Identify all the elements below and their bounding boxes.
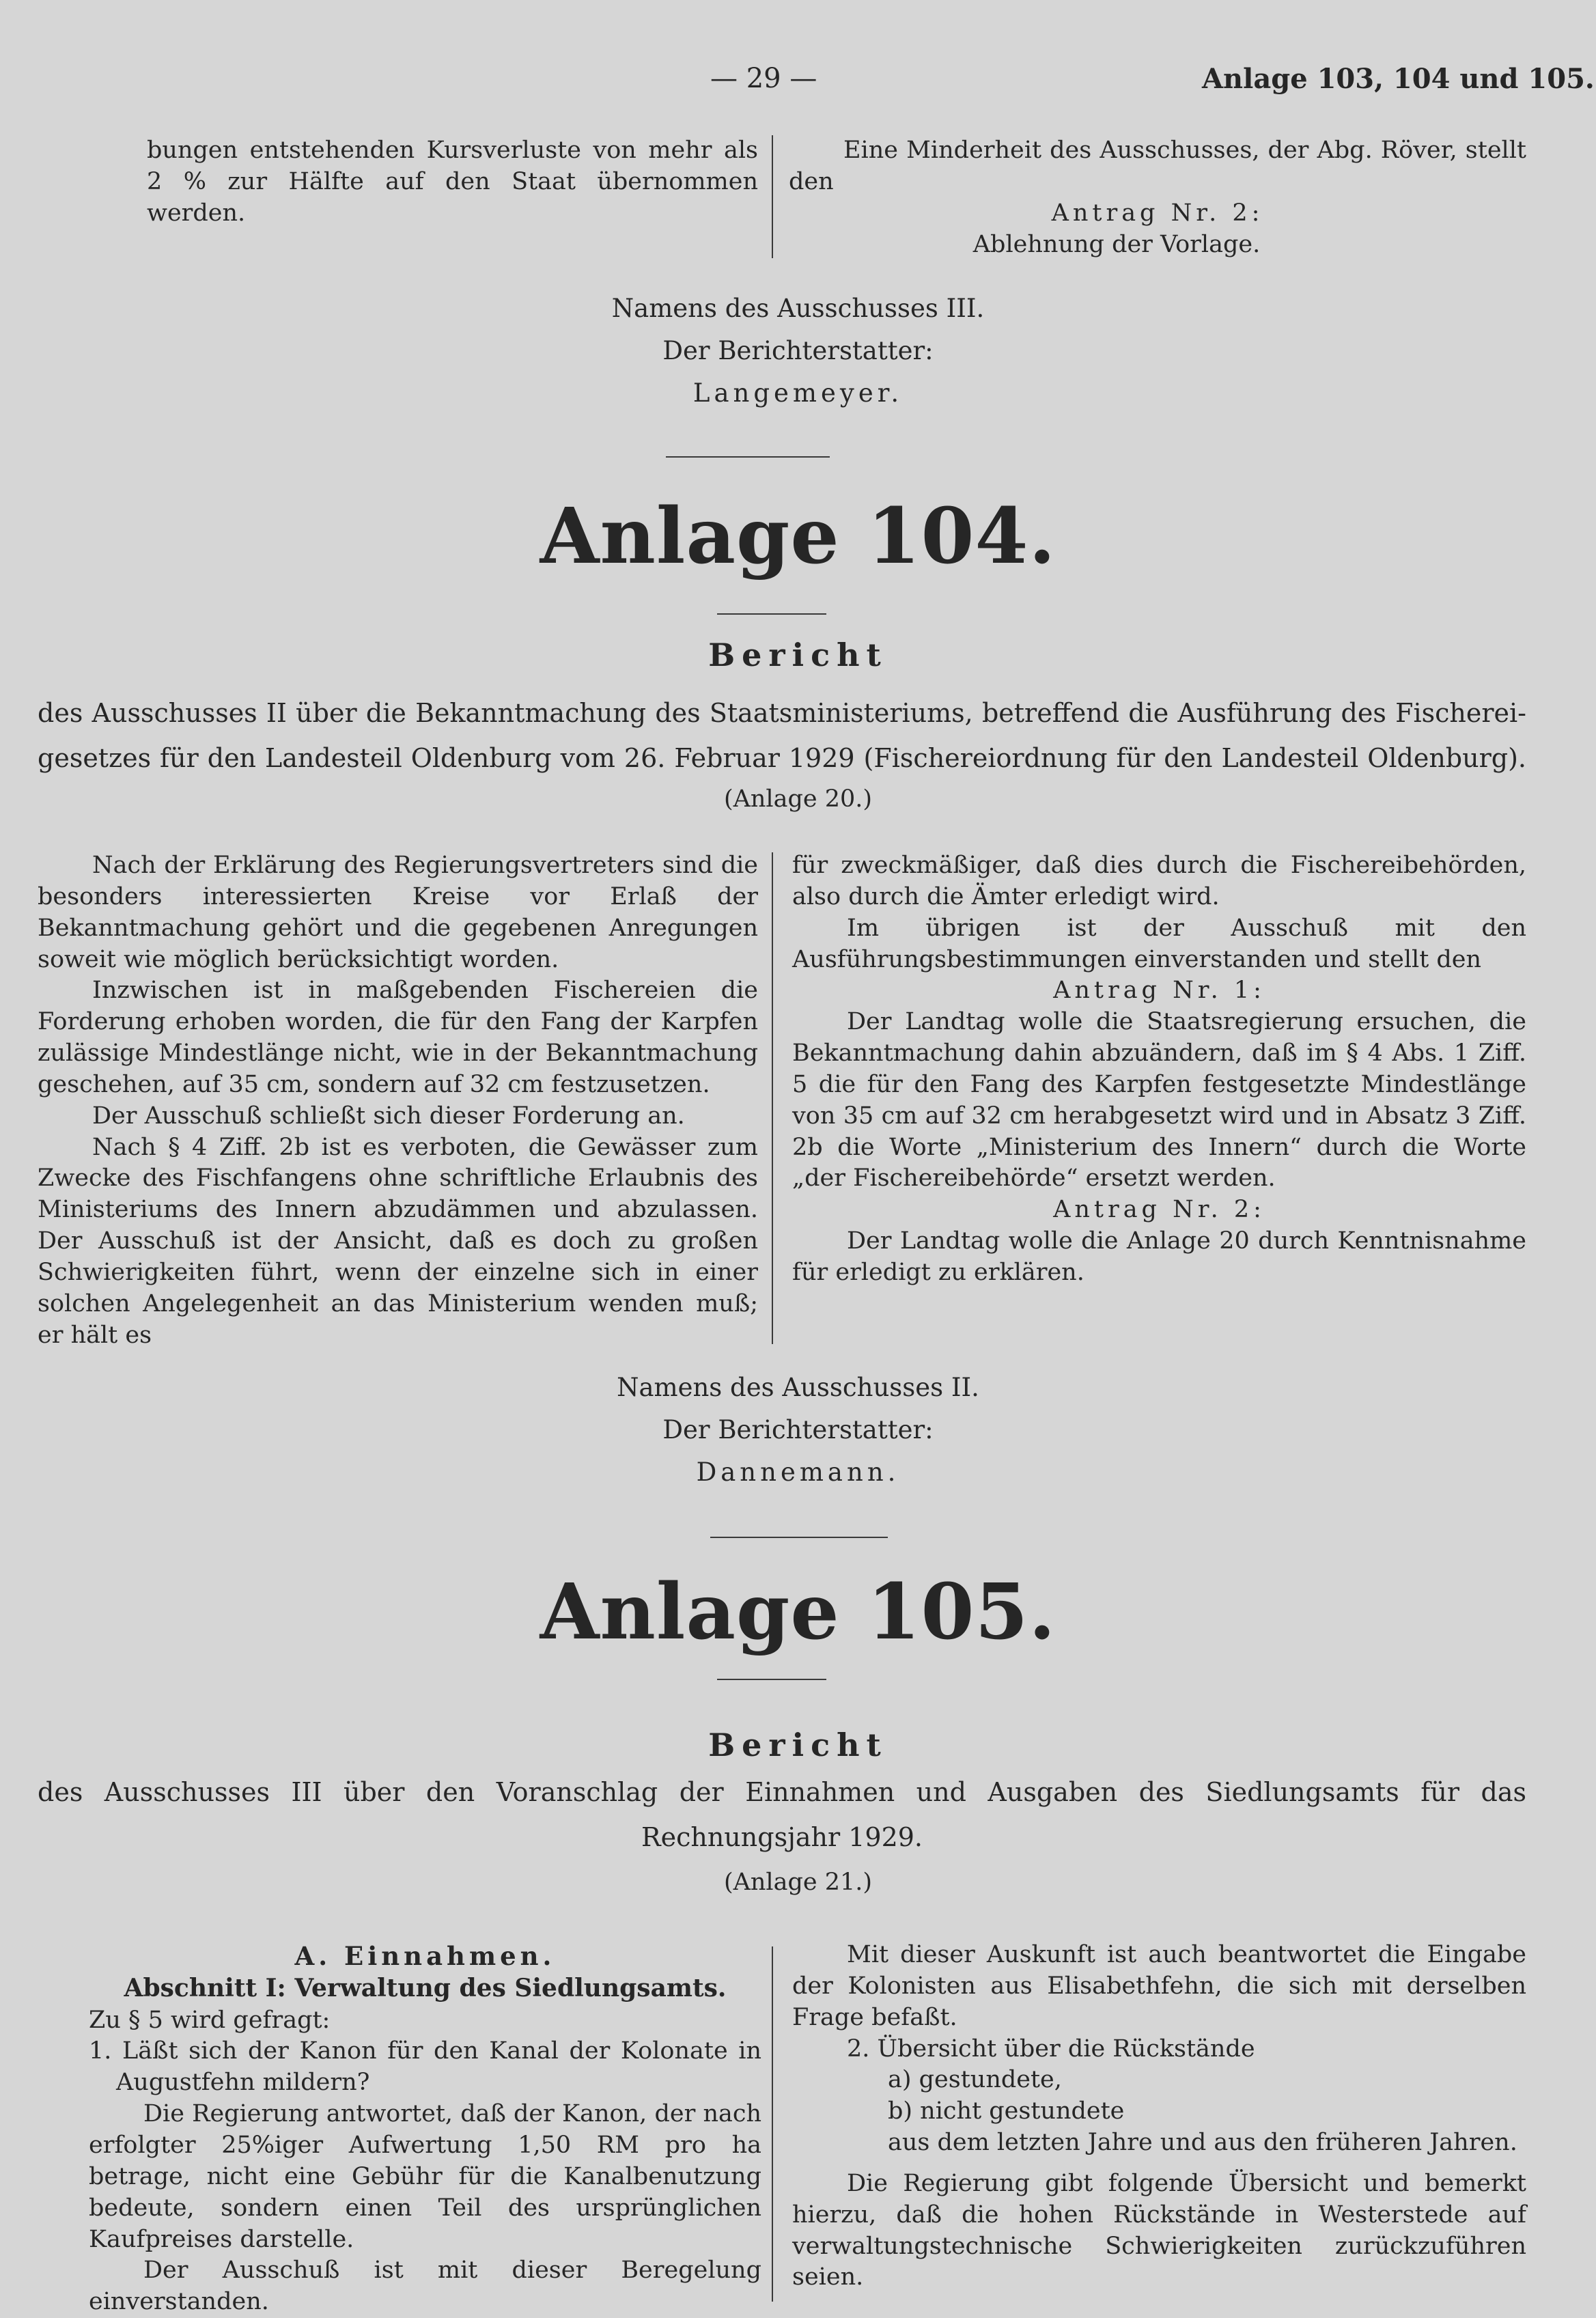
antrag-text: Ablehnung der Vorlage.	[972, 230, 1261, 258]
subject-line: des Ausschusses III über den Voranschlag der Einnahmen und Ausgaben des Siedlungsamts für das	[38, 1777, 1526, 1807]
top-right-column	[789, 135, 1526, 260]
column-divider	[772, 852, 773, 1344]
paragraph: Nach § 4 Ziff. 2b ist es verboten, die Gewässer zum Zwecke des Fischfangens ohne schriftliche Erlaubnis des Ministeriums des Innern abzudämmen und abzulassen. Der Ausschuß ist der Ansicht, daß es doch zu großen Schwierigkeiten führt, wenn der einzelne sich in einer solchen Angelegenheit an das Ministerium wenden muß; er hält es	[38, 1133, 758, 1349]
paragraph: Inzwischen ist in maßgebenden Fischereien die Forderung erhoben worden, die für den Fang der Karpfen zulässige Mindestlänge nicht, wie in der Bekanntmachung geschehen, auf 35 cm, sondern auf 32 cm festzusetzen.	[38, 977, 758, 1098]
signature-role: Der Berichterstatter:	[662, 1415, 934, 1444]
text-line: Eine Minderheit des Ausschusses, der Abg. Röver, stellt	[843, 137, 1526, 164]
list-item: b) nicht gestundete	[888, 2097, 1125, 2125]
paragraph: Die Regierung gibt folgende Übersicht und bemerkt hierzu, daß die hohen Rückstände in Westerstede auf verwaltungstechnische Schwierigkeiten zurückzuführen seien.	[792, 2169, 1526, 2291]
anlage104-left-column	[38, 850, 758, 1352]
text-line: werden.	[147, 199, 246, 227]
running-head: Anlage 103, 104 und 105.	[1202, 63, 1595, 95]
signature-committee: Namens des Ausschusses III.	[611, 294, 985, 323]
subject-line: gesetzes für den Landesteil Oldenburg vom 26. Februar 1929 (Fischereiordnung für den Landesteil Oldenburg).	[38, 743, 1526, 773]
text-line: bungen entstehenden Kursverluste von mehr als	[147, 137, 758, 164]
title-rule	[717, 1679, 826, 1680]
paragraph: Nach der Erklärung des Regierungsvertreters sind die besonders interessierten Kreise vor Erlaß der Bekanntmachung gehört und die gegebenen Anregungen soweit wie möglich berücksichtigt worden.	[38, 852, 758, 973]
antrag-heading: Antrag Nr. 2:	[1053, 1196, 1265, 1224]
antrag-text: Der Landtag wolle die Anlage 20 durch Kenntnisnahme für erledigt zu erklären.	[792, 1227, 1526, 1286]
column-divider	[772, 135, 773, 258]
list-item: 2. Übersicht über die Rückstände	[847, 2035, 1255, 2063]
signature-committee: Namens des Ausschusses II.	[617, 1373, 979, 1402]
paragraph: Der Ausschuß ist mit dieser Beregelung einverstanden.	[89, 2257, 761, 2316]
signature-name: Langemeyer.	[692, 378, 904, 408]
column-divider	[772, 1946, 773, 2302]
paragraph: Mit dieser Auskunft ist auch beantwortet die Eingabe der Kolonisten aus Elisabethfehn, die sich mit derselben Frage befaßt.	[792, 1941, 1526, 2031]
anlage104-right-column	[792, 850, 1526, 1289]
top-left-column	[147, 135, 758, 229]
section-divider	[666, 456, 830, 458]
subject-line: des Ausschusses II über die Bekanntmachung des Staatsministeriums, betreffend die Ausführung des Fischerei-	[38, 698, 1526, 728]
list-item: 1. Läßt sich der Kanon für den Kanal der Kolonate in Augustfehn mildern?	[89, 2037, 761, 2097]
bericht-heading: Bericht	[708, 637, 888, 673]
antrag-heading: Antrag Nr. 1:	[1053, 977, 1265, 1005]
signature-role: Der Berichterstatter:	[662, 336, 934, 365]
text-line: den	[789, 167, 834, 195]
anlage-reference: (Anlage 20.)	[723, 785, 873, 813]
signature-name: Dannemann.	[696, 1457, 900, 1487]
antrag-text: Der Landtag wolle die Staatsregierung ersuchen, die Bekanntmachung dahin abzuändern, daß im § 4 Abs. 1 Ziff. 5 die für den Fang des Karpfen festgesetzte Mindestlänge von 35 cm auf 32 cm herabgesetzt wird und in Absatz 3 Ziff. 2b die Worte „Ministerium des Innern“ durch die Worte „der Fischereibehörde“ ersetzt werden.	[792, 1008, 1526, 1192]
subject-line: Rechnungsjahr 1929.	[641, 1822, 923, 1852]
anlage-reference: (Anlage 21.)	[723, 1869, 873, 1896]
page-number: — 29 —	[710, 63, 817, 94]
bericht-heading: Bericht	[708, 1727, 888, 1763]
anlage105-left-column	[89, 1940, 761, 2318]
abschnitt-heading: Abschnitt I: Verwaltung des Siedlungsamts.	[124, 1974, 727, 2003]
paragraph: für zweckmäßiger, daß dies durch die Fischereibehörden, also durch die Ämter erledigt wird.	[792, 852, 1526, 910]
text-line: 2 % zur Hälfte auf den Staat übernommen	[147, 167, 758, 195]
paragraph: Die Regierung antwortet, daß der Kanon, der nach erfolgter 25%iger Aufwertung 1,50 RM pro ha betrage, nicht eine Gebühr für die Kanalbenutzung bedeute, sondern einen Teil des ursprünglichen Kaufpreises darstelle.	[89, 2100, 761, 2253]
title-rule	[717, 613, 826, 615]
paragraph: Der Ausschuß schließt sich dieser Forderung an.	[92, 1102, 685, 1130]
list-item: a) gestundete,	[888, 2066, 1062, 2094]
section-divider	[710, 1537, 888, 1538]
list-item: aus dem letzten Jahre und aus den früheren Jahren.	[888, 2129, 1517, 2157]
paragraph: Zu § 5 wird gefragt:	[89, 2006, 331, 2034]
paragraph: Im übrigen ist der Ausschuß mit den Ausführungsbestimmungen einverstanden und stellt den	[792, 914, 1526, 973]
anlage-105-title: Anlage 105.	[540, 1567, 1056, 1657]
antrag-heading: Antrag Nr. 2:	[1051, 199, 1264, 227]
anlage105-right-column	[792, 1940, 1526, 2293]
section-heading: A. Einnahmen.	[294, 1941, 556, 1971]
anlage-104-title: Anlage 104.	[540, 492, 1056, 581]
